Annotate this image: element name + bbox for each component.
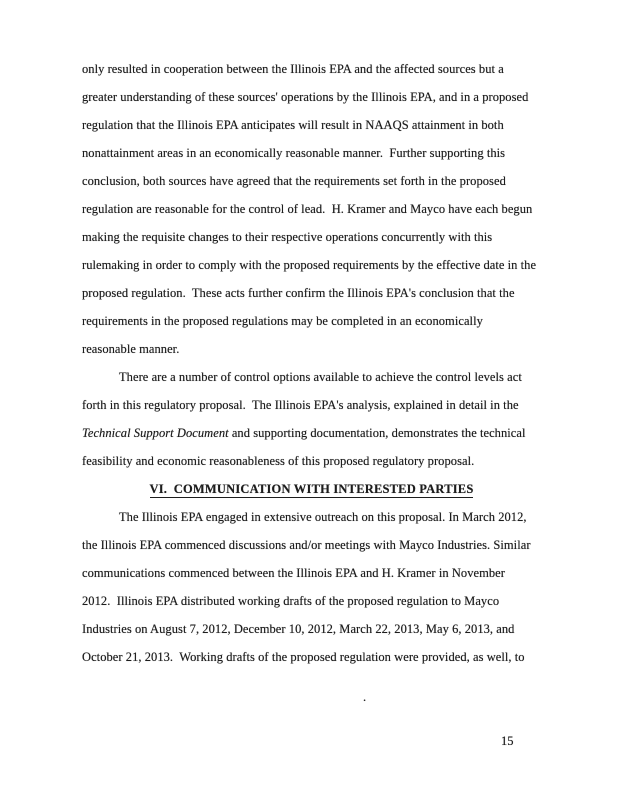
page-number: 15 <box>501 734 514 748</box>
doc-line: proposed regulation. These acts further confirm the Illinois EPA's conclusion that the <box>82 286 515 300</box>
doc-line: nonattainment areas in an economically reasonable manner. Further supporting this <box>82 146 506 160</box>
doc-line: the Illinois EPA commenced discussions and/or meetings with Mayco Industries. Similar <box>82 538 531 552</box>
doc-line: The Illinois EPA engaged in extensive outreach on this proposal. In March 2012, <box>119 510 527 524</box>
doc-line: feasibility and economic reasonableness of this proposed regulatory proposal. <box>82 454 475 468</box>
doc-line: 2012. Illinois EPA distributed working drafts of the proposed regulation to Mayco <box>82 594 500 608</box>
doc-line: regulation are reasonable for the control of lead. H. Kramer and Mayco have each begun <box>82 202 533 216</box>
doc-line: greater understanding of these sources' operations by the Illinois EPA, and in a proposed <box>82 90 529 104</box>
document-text-block <box>82 55 541 671</box>
doc-line: October 21, 2013. Working drafts of the proposed regulation were provided, as well, to <box>82 650 525 664</box>
doc-line: There are a number of control options available to achieve the control levels act <box>119 370 522 384</box>
section-heading-row <box>82 475 541 503</box>
doc-line-text: and supporting documentation, demonstrates the technical <box>228 426 526 440</box>
doc-line: reasonable manner. <box>82 342 180 356</box>
section-heading: VI. COMMUNICATION WITH INTERESTED PARTIES <box>149 482 474 496</box>
doc-line: conclusion, both sources have agreed that the requirements set forth in the proposed <box>82 174 506 188</box>
doc-line: forth in this regulatory proposal. The Illinois EPA's analysis, explained in detail in the <box>82 398 519 412</box>
doc-line: communications commenced between the Illinois EPA and H. Kramer in November <box>82 566 505 580</box>
doc-line: Industries on August 7, 2012, December 10, 2012, March 22, 2013, May 6, 2013, and <box>82 622 515 636</box>
doc-line <box>82 419 541 447</box>
doc-line: regulation that the Illinois EPA anticipates will result in NAAQS attainment in both <box>82 118 504 132</box>
doc-line: making the requisite changes to their respective operations concurrently with this <box>82 230 493 244</box>
doc-line: rulemaking in order to comply with the proposed requirements by the effective date in the <box>82 258 537 272</box>
italic-document-title: Technical Support Document <box>82 426 229 440</box>
stray-mark: . <box>363 690 367 704</box>
doc-line: requirements in the proposed regulations may be completed in an economically <box>82 314 483 328</box>
doc-line: only resulted in cooperation between the Illinois EPA and the affected sources but a <box>82 62 504 76</box>
